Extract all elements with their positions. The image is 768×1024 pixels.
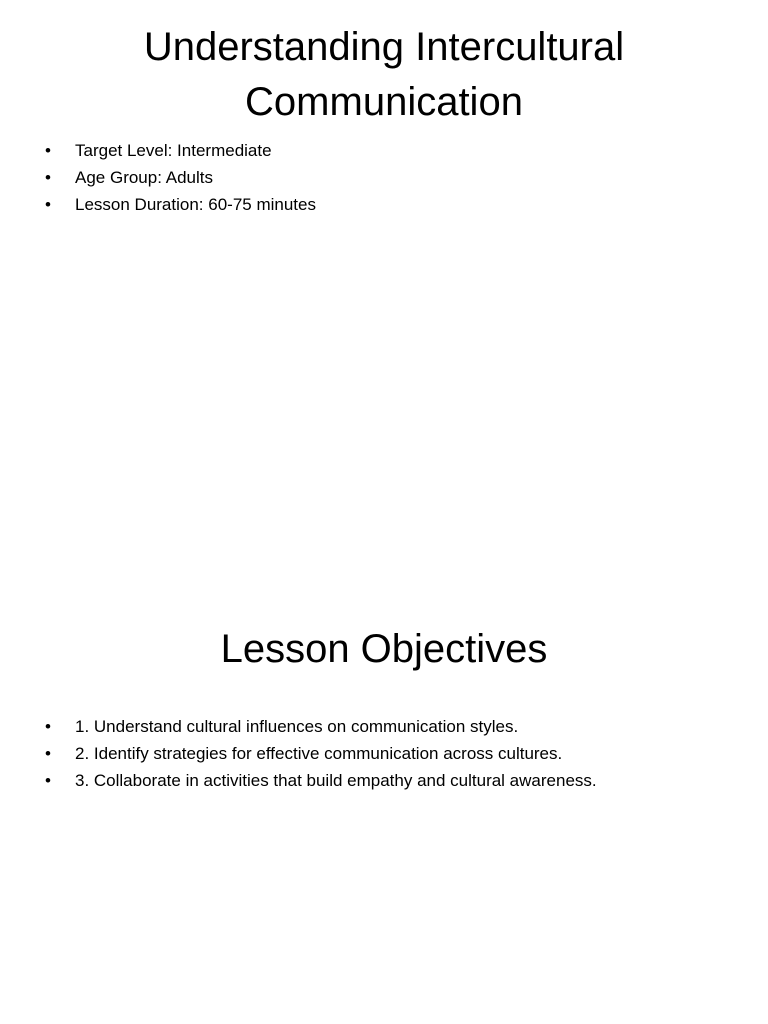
- slide-title: Understanding Intercultural Communication: [143, 25, 625, 124]
- bullet-icon: •: [45, 168, 51, 187]
- bullet-item: [40, 191, 728, 218]
- bullet-item: [40, 164, 728, 191]
- slide-title: Lesson Objectives: [220, 627, 548, 671]
- bullet-icon: •: [45, 744, 51, 763]
- bullet-item: [40, 137, 728, 164]
- slide-2: [0, 512, 768, 1024]
- bullet-item: [40, 767, 728, 794]
- bullet-text: 3. Collaborate in activities that build empathy and cultural awareness.: [75, 771, 597, 790]
- bullet-item: [40, 740, 728, 767]
- bullet-item: [40, 713, 728, 740]
- bullet-text: Target Level: Intermediate: [75, 141, 272, 160]
- bullet-icon: •: [45, 195, 51, 214]
- bullet-text: Age Group: Adults: [75, 168, 213, 187]
- bullet-text: 1. Understand cultural influences on communication styles.: [75, 717, 519, 736]
- bullet-text: 2. Identify strategies for effective communication across cultures.: [75, 744, 563, 763]
- bullet-icon: •: [45, 771, 51, 790]
- bullet-icon: •: [45, 141, 51, 160]
- bullet-text: Lesson Duration: 60-75 minutes: [75, 195, 316, 214]
- bullet-icon: •: [45, 717, 51, 736]
- bullet-list: [40, 713, 728, 794]
- bullet-list: [40, 137, 728, 218]
